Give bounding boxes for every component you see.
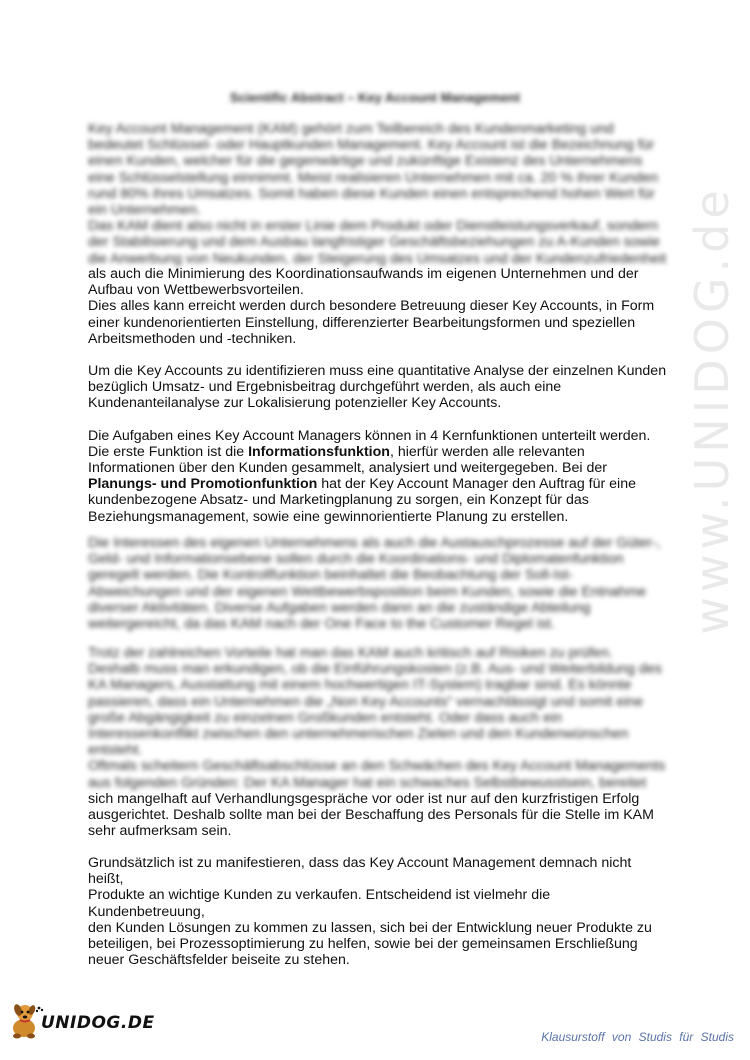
text-line: große Abgängigkeit zu einzelnen Großkunden entsteht. Oder dass auch ein [88, 709, 563, 726]
text-line: bedeutet Schlüssel- oder Hauptkunden Management. Key Account ist die Bezeichnung für [88, 137, 655, 154]
footer-slogan: Klausurstoff von Studis für Studis [541, 1030, 734, 1044]
text-line: den Kunden Lösungen zu kommen zu lassen, sich bei der Entwicklung neuer Produkte zu [88, 919, 652, 936]
text-line: Beziehungsmanagement, sowie eine gewinnorientierte Planung zu erstellen. [88, 508, 569, 525]
text-line: eine Schlüsselstellung einnimmt. Meist realisieren Unternehmen mit ca. 20 % ihrer Kunden [88, 169, 659, 186]
text-line: aus folgenden Gründen: Der KA Manager hat ein schwaches Selbstbewusstsein, bereitet [88, 774, 647, 791]
document-title: Scientific Abstract – Key Account Management [229, 90, 521, 105]
bold-term: Planungs- und Promotionfunktion [88, 476, 318, 493]
dog-mascot-icon [8, 1000, 44, 1040]
text-line: rund 80% ihres Umsatzes. Somit haben diese Kunden einen entsprechend hohen Wert für [88, 185, 655, 202]
text-line: Abweichungen und der eigenen Wettbewerbsposition beim Kunden, sowie die Entnahme [88, 583, 647, 600]
text-line: Das KAM dient also nicht in erster Linie dem Produkt oder Dienstleistungsverkauf, sondern [88, 218, 659, 235]
text-run: , hierfür werden alle relevanten [389, 443, 585, 460]
text-line: Dies alles kann erreicht werden durch besondere Betreuung dieser Key Accounts, in Form [88, 298, 655, 315]
text-line: neuer Geschäftsfelder beiseite zu stehen. [88, 952, 350, 969]
paragraph-clear-2 [88, 791, 668, 840]
text-line: entsteht. [88, 742, 143, 759]
text-line: Grundsätzlich ist zu manifestieren, dass das Key Account Management demnach nicht heißt, [88, 855, 632, 888]
text-line [88, 444, 668, 460]
text-line: Die Aufgaben eines Key Account Managers können in 4 Kernfunktionen unterteilt werden. [88, 427, 651, 444]
text-line: Aufbau von Wettbewerbsvorteilen. [88, 282, 304, 299]
text-line: Trotz der zahlreichen Vorteile hat man das KAM auch kritisch auf Risiken zu prüfen. [88, 645, 613, 661]
text-line: diverser Aktivitäten. Diverse Aufgaben werden dann an die zuständige Abteilung [88, 599, 591, 616]
text-line: Interessenkonflikt zwischen den unternehmerischen Zielen und den Kundenwünschen [88, 726, 629, 743]
text-line: einen Kunden, welcher für die gegenwärtige und zukünftige Existenz des Unternehmens [88, 153, 643, 170]
paragraph-intro-blurred [88, 121, 668, 267]
text-line [88, 476, 668, 492]
text-run: Die erste Funktion ist die [88, 443, 249, 460]
bold-term: Informationsfunktion [248, 443, 390, 460]
text-line: einer kundenorientierten Einstellung, differenzierter Bearbeitungsformen und speziellen [88, 314, 636, 331]
text-line: passieren, dass ein Unternehmen die „Non Key Accounts“ vernachlässigt und somit eine [88, 693, 644, 710]
text-line: geregelt werden. Die Kontrollfunktion beinhaltet die Beobachtung der Soll-Ist- [88, 567, 574, 584]
paragraph-blurred-3 [88, 645, 668, 791]
text-line: bezüglich Umsatz- und Ergebnisbeitrag durchgeführt werden, als auch eine [88, 379, 562, 396]
text-run: hat der Key Account Manager den Auftrag für eine [317, 476, 636, 493]
text-line: Die Interessen des eigenen Unternehmens als auch die Austauschprozesse auf der Güter-, [88, 535, 661, 551]
text-line: KA Managers, Ausstattung mit einem hochwertigen IT-System) tragbar sind. Es könnte [88, 677, 632, 694]
text-line: Arbeitsmethoden und -techniken. [88, 330, 297, 347]
unidog-logo [8, 1000, 158, 1040]
text-line: Produkte an wichtige Kunden zu verkaufen. Entscheidend ist vielmehr die Kundenbetreuung, [88, 887, 551, 920]
paragraph-blurred-2 [88, 535, 668, 632]
text-line: Geld- und Informationsebene sollen durch die Koordinations- und Diplomatenfunktion [88, 551, 624, 568]
text-line: kundenbezogene Absatz- und Marketingplanung zu sorgen, ein Konzept für das [88, 492, 589, 509]
text-line: die Anwerbung von Neukunden, der Steigerung des Umsatzes und der Kundenzufriedenheit [88, 250, 667, 267]
paragraph-conclusion [88, 855, 668, 968]
text-line: Deshalb muss man erkundigen, ob die Einführungskosten (z.B. Aus- und Weiterbildung des [88, 661, 662, 678]
text-line: als auch die Minimierung des Koordinationsaufwands im eigenen Unternehmen und der [88, 266, 639, 282]
text-line: Oftmals scheitern Geschäftsabschlüsse an den Schwächen des Key Account Managements [88, 758, 666, 775]
text-line: der Stabilisierung und dem Ausbau langfristiger Geschäftsbeziehungen zu A-Kunden sowie [88, 234, 660, 251]
text-line: ausgerichtet. Deshalb sollte man bei der Beschaffung des Personals für die Stelle im KAM [88, 807, 654, 824]
text-line: beteiligen, bei Prozessoptimierung zu helfen, sowie bei der gemeinsamen Erschließung [88, 936, 638, 953]
logo-text: UNIDOG.DE [41, 1013, 155, 1033]
text-line: sich mangelhaft auf Verhandlungsgespräche vor oder ist nur auf den kurzfristigen Erfolg [88, 791, 640, 807]
text-line: Kundenanteilanalyse zur Lokalisierung potenzieller Key Accounts. [88, 395, 502, 412]
text-line: ein Unternehmen. [88, 202, 201, 219]
text-line: Key Account Management (KAM) gehört zum Teilbereich des Kundenmarketing und [88, 121, 614, 137]
text-line: sehr aufmerksam sein. [88, 823, 232, 840]
text-line: Informationen über den Kunden gesammelt, analysiert und weitergegeben. Bei der [88, 460, 607, 477]
paragraph-clear-1 [88, 266, 668, 525]
text-line: Um die Key Accounts zu identifizieren muss eine quantitative Analyse der einzelnen Kunden [88, 363, 667, 380]
text-line: weitergereicht, da das KAM nach der One Face to the Customer Regel ist. [88, 616, 555, 633]
watermark: www.UNIDOG.de [685, 185, 739, 635]
